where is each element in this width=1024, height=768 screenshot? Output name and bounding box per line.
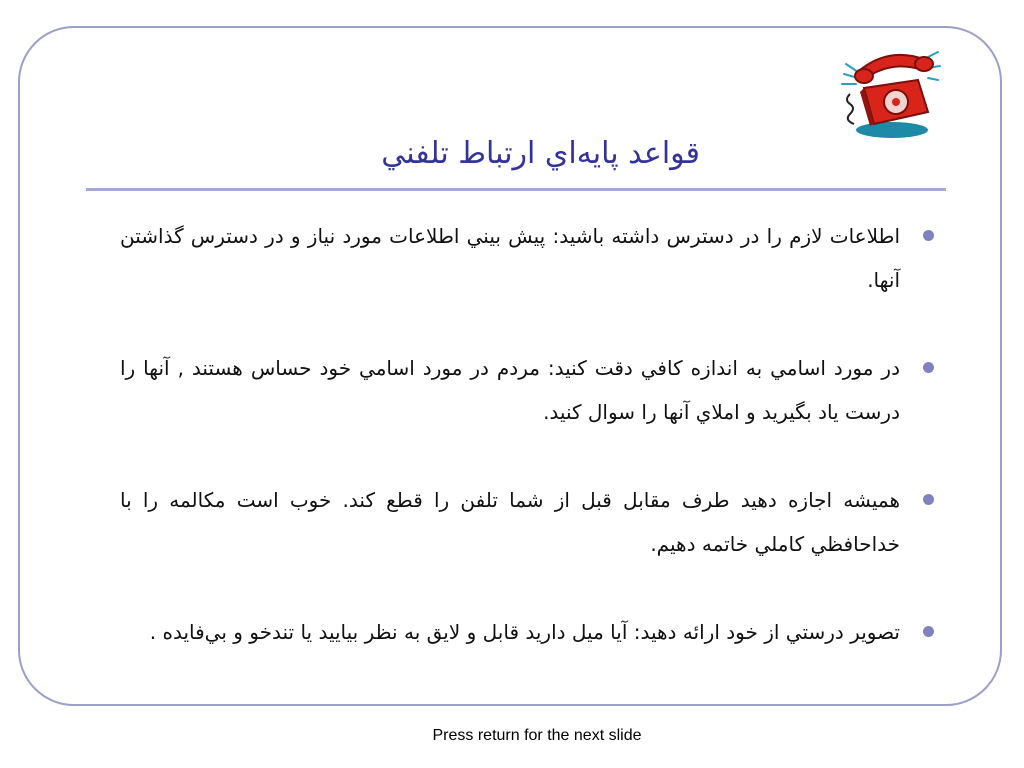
bullet-text-4: تصوير درستي از خود ارائه دهيد: آيا ميل داريد قابل و لايق به نظر بياييد يا تندخو و بي‌فايده . bbox=[149, 620, 900, 644]
bullet-dot-icon bbox=[923, 626, 934, 637]
bullet-dot-icon bbox=[923, 494, 934, 505]
title-divider bbox=[86, 188, 946, 191]
bullet-item-3 bbox=[120, 478, 946, 566]
bullet-text-3: هميشه اجازه دهيد طرف مقابل قبل از شما تلفن را قطع كند. خوب است مكالمه را با خداحافظي كاملي خاتمه دهيم. bbox=[120, 488, 900, 556]
bullet-item-2 bbox=[120, 346, 946, 434]
next-slide-hint: Press return for the next slide bbox=[432, 727, 642, 744]
slide-title: قواعد پايه‌اي ارتباط تلفني bbox=[381, 136, 700, 171]
bullet-item-4 bbox=[120, 610, 946, 654]
bullet-list bbox=[120, 214, 946, 698]
bullet-dot-icon bbox=[923, 230, 934, 241]
bullet-item-1 bbox=[120, 214, 946, 302]
telephone-icon bbox=[830, 40, 942, 140]
bullet-dot-icon bbox=[923, 362, 934, 373]
bullet-text-1: اطلاعات لازم را در دسترس داشته باشيد: پيش بيني اطلاعات مورد نياز و در دسترس گذاشتن آنها. bbox=[120, 224, 900, 292]
bullet-text-2: در مورد اسامي به اندازه كافي دقت كنيد: مردم در مورد اسامي خود حساس هستند , آنها را درست ياد بگيريد و املاي آنها را سوال كنيد. bbox=[120, 356, 900, 424]
